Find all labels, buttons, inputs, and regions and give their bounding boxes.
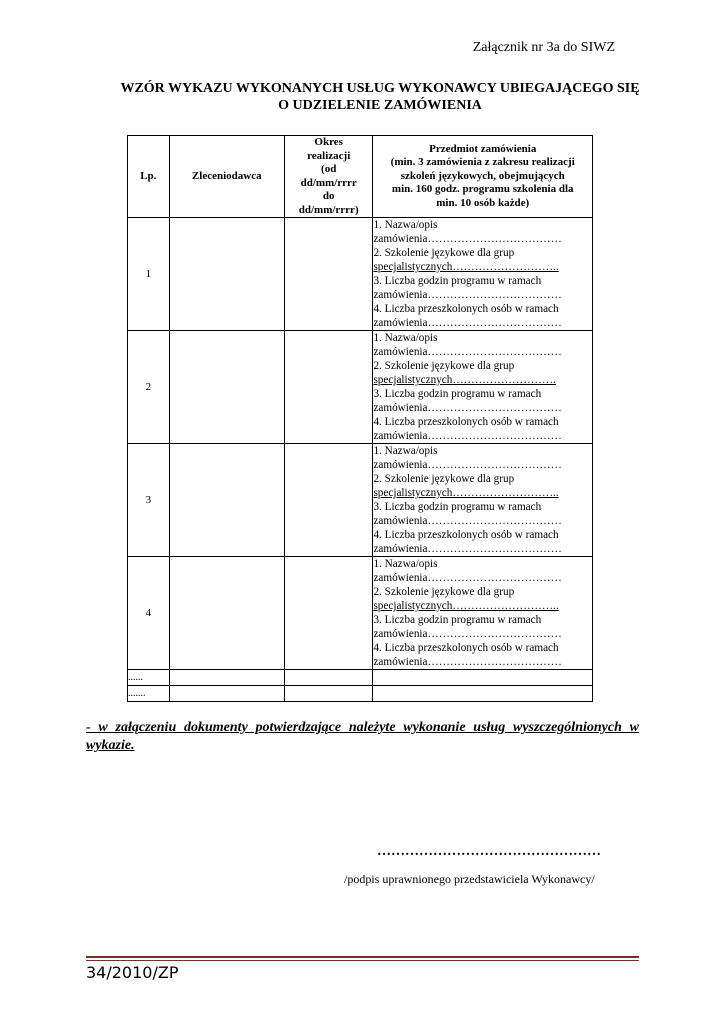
subject-cell: 1. Nazwa/opis zamówienia……………………………… 2. Szkolenie językowe dla grup specjalistycznych……………………….. 3. Liczba godzin programu w ramach zamówienia……………………………… 4. Liczba przeszkolonych osób w ramach zamówienia……………………………… — [373, 218, 593, 331]
table-row — [128, 218, 593, 331]
period-cell — [284, 686, 373, 702]
subject-cell: 1. Nazwa/opis zamówienia……………………………… 2. Szkolenie językowe dla grup specjalistycznych………………………. 3. Liczba godzin programu w ramach zamówienia……………………………… 4. Liczba przeszkolonych osób w ramach zamówienia……………………………… — [373, 331, 593, 444]
client-cell — [169, 444, 284, 557]
attachment-label: Załącznik nr 3a do SIWZ — [472, 40, 615, 55]
title-line-2: O UDZIELENIE ZAMÓWIENIA — [278, 98, 482, 113]
subject-cell — [373, 670, 593, 686]
period-cell — [284, 444, 373, 557]
client-cell — [169, 218, 284, 331]
subject-cell — [373, 686, 593, 702]
table-row — [128, 557, 593, 670]
attachment-note: - w załączeniu dokumenty potwierdzające należyte wykonanie usług wyszczególnionych w wykazie. — [86, 720, 639, 753]
period-cell — [284, 557, 373, 670]
header-subject: Przedmiot zamówienia (min. 3 zamówienia z zakresu realizacji szkoleń językowych, obejmujących min. 160 godz. programu szkolenia dla min. 10 osób każde) — [373, 136, 593, 218]
period-cell — [284, 218, 373, 331]
period-cell — [284, 670, 373, 686]
title-line-1: WZÓR WYKAZU WYKONANYCH USŁUG WYKONAWCY UBIEGAJĄCEGO SIĘ — [120, 81, 640, 96]
client-cell — [169, 557, 284, 670]
row-number: 3 — [128, 444, 170, 557]
row-number: 4 — [128, 557, 170, 670]
header-client: Zleceniodawca — [169, 136, 284, 218]
footer-code: 34/2010/ZP — [86, 963, 179, 982]
table-row — [128, 444, 593, 557]
client-cell — [169, 670, 284, 686]
services-table — [127, 135, 593, 702]
footer-rule — [86, 956, 639, 958]
period-cell — [284, 331, 373, 444]
table-header-row — [128, 136, 593, 218]
table-row — [128, 686, 593, 702]
ellipsis-cell: ....... — [128, 686, 170, 702]
footer-rule-thin — [86, 960, 639, 961]
header-lp: Lp. — [128, 136, 170, 218]
subject-cell: 1. Nazwa/opis zamówienia……………………………… 2. Szkolenie językowe dla grup specjalistycznych……………………….. 3. Liczba godzin programu w ramach zamówienia……………………………… 4. Liczba przeszkolonych osób w ramach zamówienia……………………………… — [373, 557, 593, 670]
table-row — [128, 331, 593, 444]
row-number: 2 — [128, 331, 170, 444]
client-cell — [169, 331, 284, 444]
client-cell — [169, 686, 284, 702]
table-row — [128, 670, 593, 686]
ellipsis-cell: ...... — [128, 670, 170, 686]
header-period: Okres realizacji (od dd/mm/rrrr do dd/mm/rrrr) — [284, 136, 373, 218]
signature-caption: /podpis uprawnionego przedstawiciela Wykonawcy/ — [344, 872, 595, 886]
document-title — [60, 80, 700, 114]
signature-line: ………………………………………… — [377, 844, 601, 859]
row-number: 1 — [128, 218, 170, 331]
subject-cell: 1. Nazwa/opis zamówienia……………………………… 2. Szkolenie językowe dla grup specjalistycznych……………………….. 3. Liczba godzin programu w ramach zamówienia……………………………… 4. Liczba przeszkolonych osób w ramach zamówienia……………………………… — [373, 444, 593, 557]
